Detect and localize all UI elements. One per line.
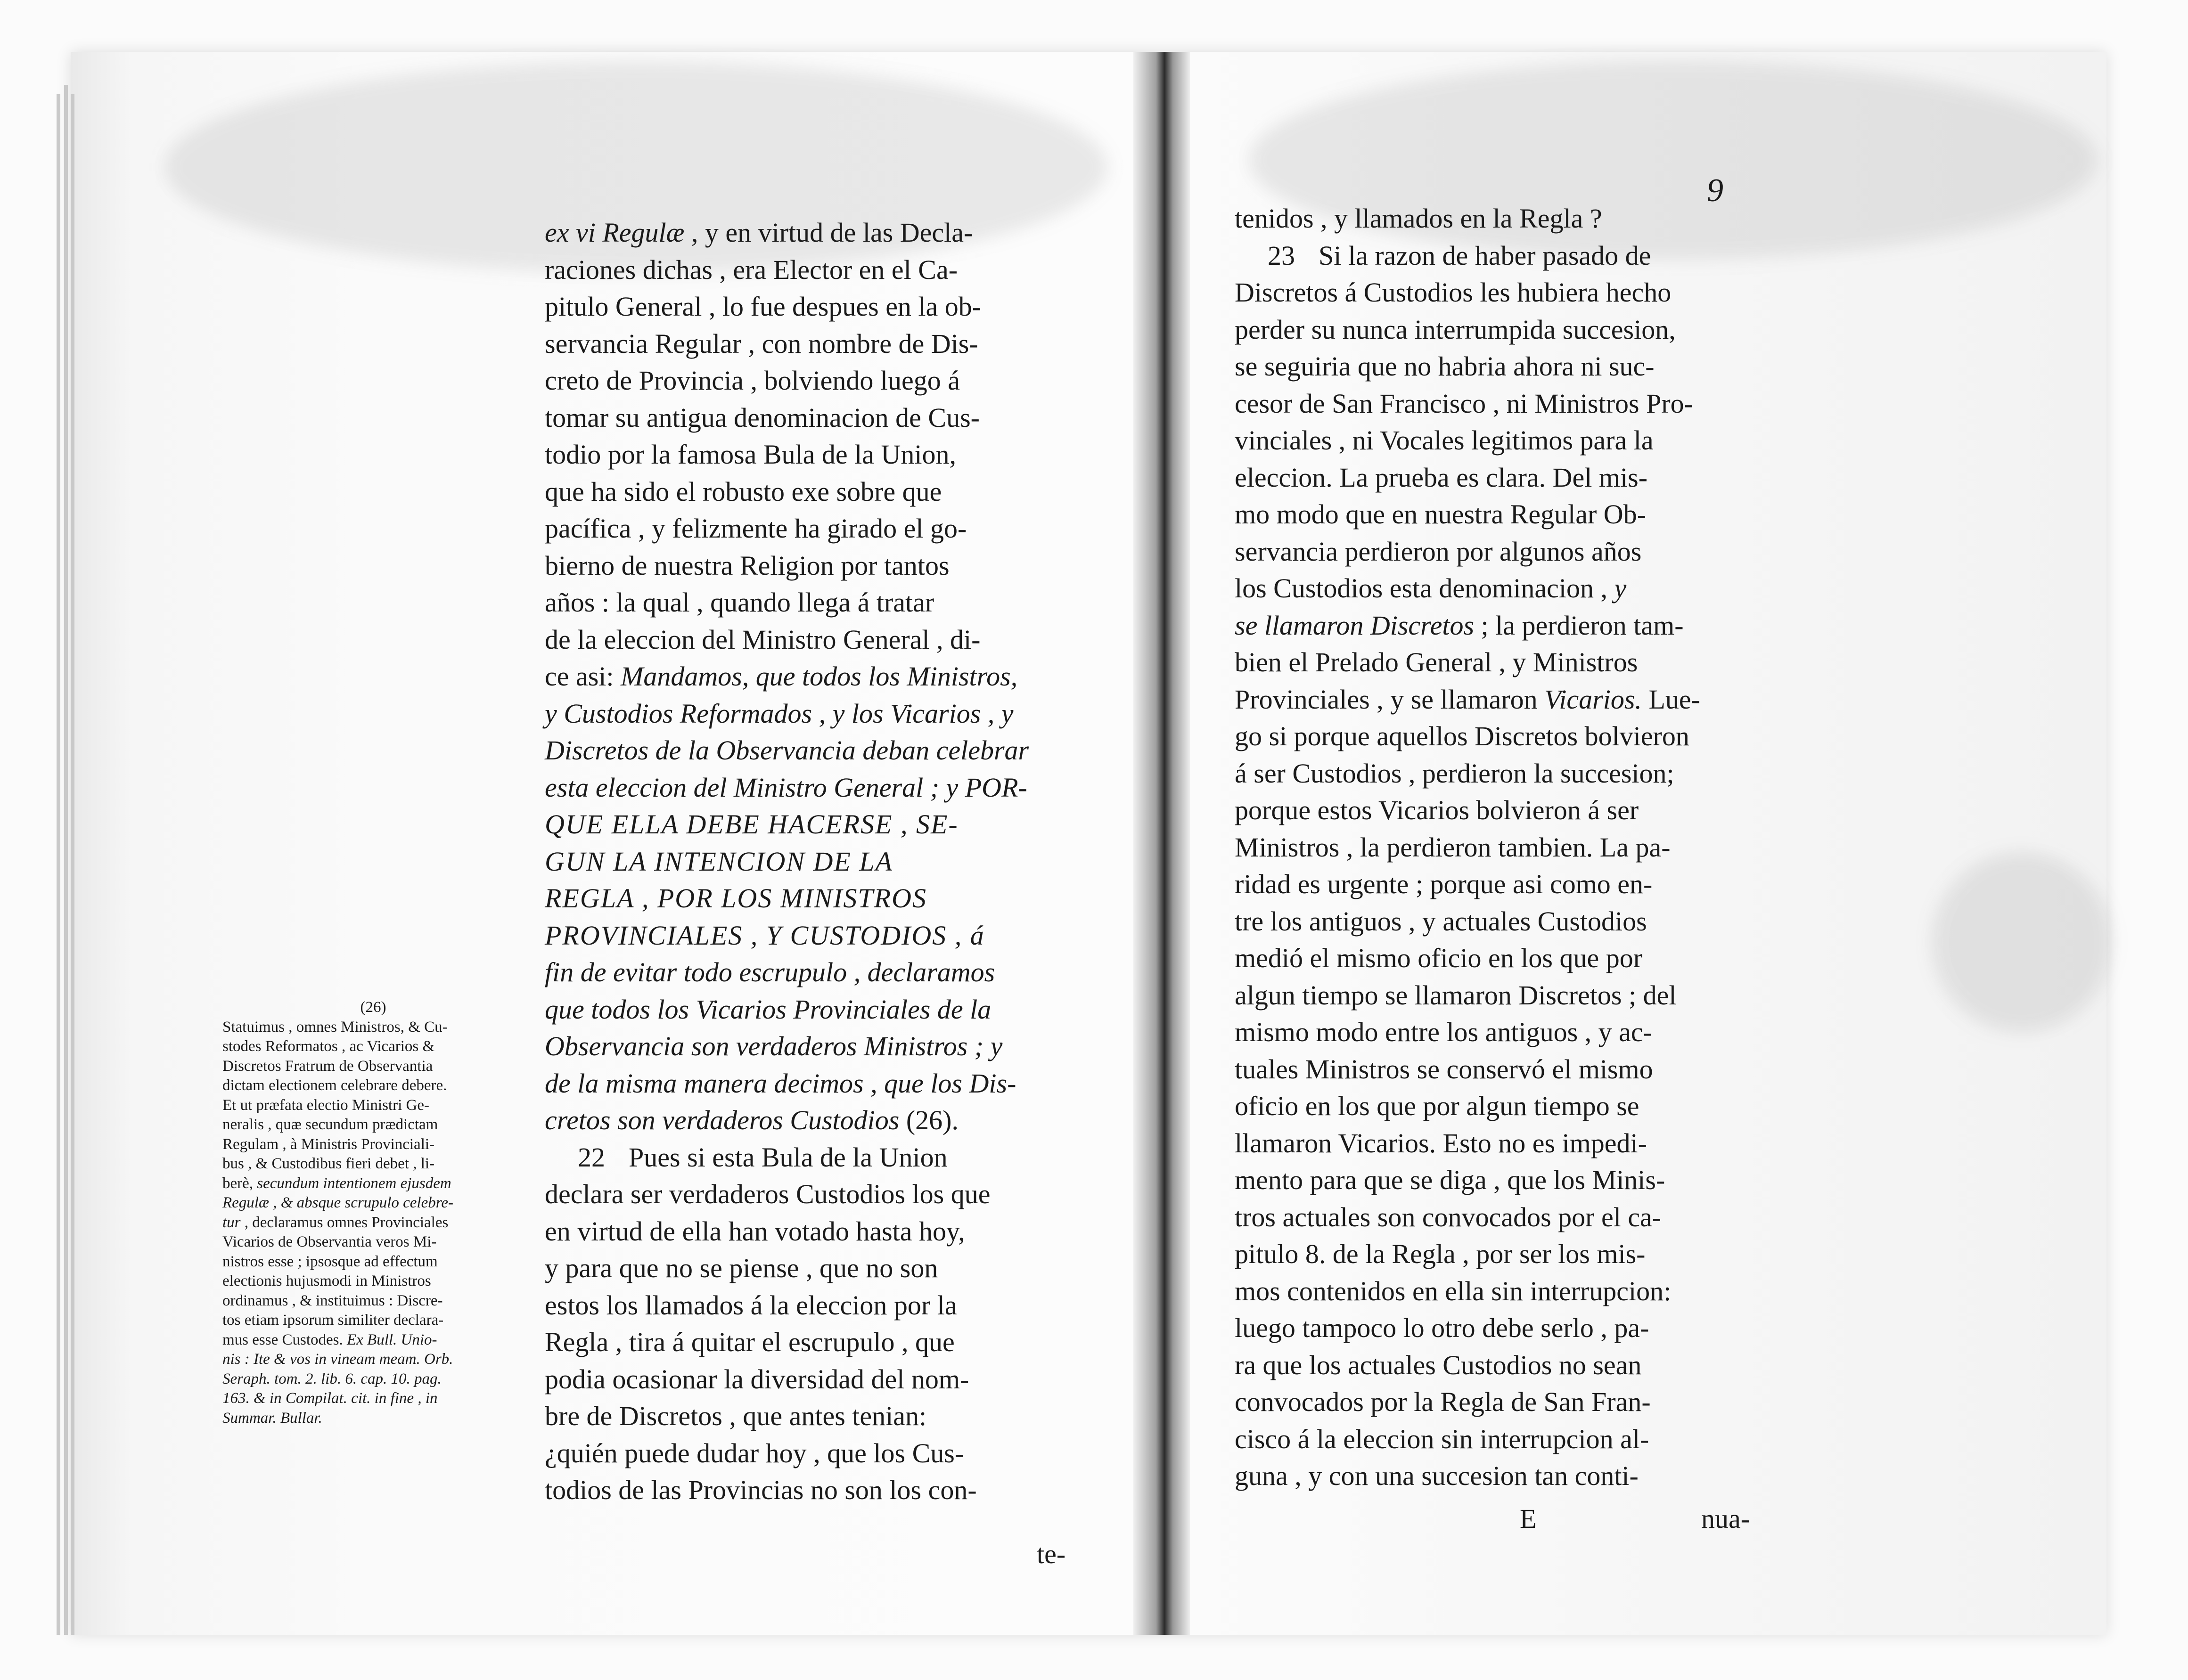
text-line <box>545 252 1065 289</box>
text-line <box>222 1154 524 1174</box>
roman-text: de la eleccion del Ministro General , di- <box>545 624 981 655</box>
text-line <box>222 1272 524 1291</box>
italic-text: nis : Ite & vos in vineam meam. Orb. <box>222 1351 453 1368</box>
text-line <box>545 1065 1065 1102</box>
text-line <box>1235 718 1762 755</box>
text-line <box>222 1291 524 1311</box>
left-catchword: te- <box>1037 1539 1066 1569</box>
text-line <box>1235 459 1762 497</box>
italic-text: Vicarios. <box>1544 684 1642 715</box>
footnote-text <box>222 1018 524 1428</box>
italic-text: Ex Bull. Unio- <box>347 1331 437 1348</box>
italic-text: de la misma manera decimos , que los Dis- <box>545 1068 1016 1099</box>
roman-text: tomar su antigua denominacion de Cus- <box>545 402 980 433</box>
roman-text: bien el Prelado General , y Ministros <box>1235 647 1638 677</box>
roman-text: eleccion. La prueba es clara. Del mis- <box>1235 462 1648 493</box>
roman-text: ce asi: <box>545 661 621 692</box>
text-line <box>222 1076 524 1096</box>
text-line <box>222 1174 524 1194</box>
text-line <box>545 1250 1065 1287</box>
roman-text: (26). <box>899 1105 959 1135</box>
text-line <box>1235 422 1762 459</box>
roman-text: Si la razon de haber pasado de <box>1319 240 1651 271</box>
text-line <box>545 584 1065 621</box>
text-line <box>545 843 1065 881</box>
roman-text: mento para que se diga , que los Minis- <box>1235 1165 1665 1195</box>
roman-text: años : la qual , quando llega á tratar <box>545 587 934 618</box>
roman-text: tre los antiguos , y actuales Custodios <box>1235 905 1647 937</box>
roman-text: y para que no se piense , que no son <box>545 1253 938 1283</box>
roman-text: vinciales , ni Vocales legitimos para la <box>1235 425 1654 456</box>
text-line <box>222 1018 524 1037</box>
text-line <box>1235 570 1762 607</box>
italic-text: cretos son verdaderos Custodios <box>545 1105 900 1135</box>
text-line <box>545 880 1065 917</box>
text-line <box>545 436 1065 473</box>
roman-text: neralis , quæ secundum prædictam <box>222 1116 438 1133</box>
caps-text: REGLA , POR LOS MINISTROS <box>545 883 927 913</box>
text-line <box>545 400 1065 437</box>
roman-text: guna , y con una succesion tan conti- <box>1235 1460 1639 1491</box>
roman-text: ordinamus , & instituimus : Discre- <box>222 1292 443 1309</box>
roman-text: mus esse Custodes. <box>222 1331 347 1348</box>
roman-text: bre de Discretos , que antes tenian: <box>545 1401 927 1431</box>
roman-text: Regla , tira á quitar el escrupulo , que <box>545 1327 955 1357</box>
roman-text: , y en virtud de las Decla- <box>684 217 973 248</box>
text-line <box>222 1370 524 1389</box>
text-line <box>222 1409 524 1428</box>
caps-text: PROVINCIALES , Y CUSTODIOS , <box>545 920 970 951</box>
italic-text: fin de evitar todo escrupulo , declaramos <box>545 957 995 987</box>
caps-text: QUE ELLA DEBE HACERSE , SE- <box>545 809 959 840</box>
text-line <box>222 1252 524 1272</box>
roman-text: oficio en los que por algun tiempo se <box>1235 1091 1639 1121</box>
paragraph-number: 22 <box>578 1142 605 1173</box>
text-line <box>545 806 1065 843</box>
roman-text: todios de las Provincias no son los con- <box>545 1475 977 1505</box>
page-number: 9 <box>1707 172 1723 209</box>
footnote-marker: (26) <box>360 999 386 1016</box>
text-line <box>1235 385 1762 423</box>
italic-text: Regulæ , & absque scrupulo celebre- <box>222 1194 454 1211</box>
text-line <box>545 1287 1065 1324</box>
italic-text: Summar. Bullar. <box>222 1409 322 1427</box>
roman-text: creto de Provincia , bolviendo luego á <box>545 365 960 396</box>
italic-text: Mandamos, que todos los Ministros, <box>621 661 1018 692</box>
italic-text: y Custodios Reformados , y los Vicarios , y <box>545 698 1014 729</box>
italic-text: Discretos de la Observancia deban celebrar <box>545 735 1029 766</box>
text-line <box>545 695 1065 733</box>
roman-text: , declaramus omnes Provinciales <box>240 1214 449 1231</box>
text-line <box>545 1213 1065 1250</box>
roman-text: Pues si esta Bula de la Union <box>629 1142 948 1173</box>
roman-text: los Custodios esta denominacion , <box>1235 573 1614 603</box>
text-line <box>1235 1273 1762 1310</box>
text-line <box>545 473 1065 511</box>
text-line <box>1235 644 1762 681</box>
text-line <box>222 1213 524 1233</box>
roman-text: pitulo General , lo fue despues en la ob- <box>545 291 982 322</box>
roman-text: berè, <box>222 1174 257 1192</box>
italic-text: y <box>1614 573 1627 603</box>
roman-text: Et ut præfata electio Ministri Ge- <box>222 1096 429 1114</box>
roman-text: pacífica , y felizmente ha girado el go- <box>545 513 967 544</box>
text-line <box>1235 1051 1762 1088</box>
text-line <box>1235 903 1762 940</box>
roman-text: estos los llamados á la eleccion por la <box>545 1289 957 1321</box>
roman-text: Ministros , la perdieron tambien. La pa- <box>1235 832 1671 863</box>
roman-text: en virtud de ella han votado hasta hoy, <box>545 1215 965 1247</box>
roman-text: tros actuales son convocados por el ca- <box>1235 1201 1662 1232</box>
text-line <box>1235 1125 1762 1162</box>
book-spine <box>1133 52 1190 1635</box>
italic-text: á <box>970 920 984 951</box>
roman-text: go si porque aquellos Discretos bolvieron <box>1235 721 1689 751</box>
text-line <box>545 658 1065 695</box>
roman-text: Discretos Fratrum de Observantia <box>222 1057 433 1075</box>
roman-text: tenidos , y llamados en la Regla ? <box>1235 203 1602 234</box>
roman-text: bierno de nuestra Religion por tantos <box>545 550 950 581</box>
text-line <box>545 1028 1065 1065</box>
text-line <box>545 732 1065 769</box>
text-line <box>1235 1088 1762 1125</box>
italic-text: tur <box>222 1214 241 1231</box>
roman-text: á ser Custodios , perdieron la succesion; <box>1235 758 1674 789</box>
text-line <box>545 326 1065 363</box>
right-catchword: nua- <box>1701 1503 1750 1534</box>
roman-text: ridad es urgente ; porque asi como en- <box>1235 869 1653 899</box>
roman-text: raciones dichas , era Elector en el Ca- <box>545 254 958 285</box>
text-line <box>1235 1458 1762 1495</box>
italic-text: 163. & in Compilat. cit. in fine , in <box>222 1390 438 1407</box>
text-line <box>1235 1347 1762 1384</box>
text-line <box>1235 311 1762 349</box>
text-line <box>545 1324 1065 1361</box>
italic-text: esta eleccion del Ministro General ; y POR- <box>545 772 1027 803</box>
text-line <box>545 288 1065 326</box>
text-line <box>545 214 1065 252</box>
paragraph-number: 23 <box>1268 240 1295 271</box>
text-line <box>1235 348 1762 385</box>
italic-text: se llamaron Discretos <box>1235 610 1475 641</box>
page-edge <box>71 94 74 1635</box>
text-line <box>222 1389 524 1409</box>
text-line <box>1235 237 1762 275</box>
roman-text: llamaron Vicarios. Esto no es impedi- <box>1235 1127 1647 1158</box>
page-edge <box>64 85 68 1635</box>
text-line <box>1235 829 1762 866</box>
caps-text: GUN LA INTENCION DE LA <box>545 846 893 877</box>
text-line <box>545 1435 1065 1472</box>
text-line <box>1235 496 1762 533</box>
text-line <box>1235 792 1762 829</box>
text-line <box>1235 977 1762 1014</box>
roman-text: Statuimus , omnes Ministros, & Cu- <box>222 1018 448 1036</box>
roman-text: nistros esse ; ipsosque ad effectum <box>222 1253 438 1270</box>
text-line <box>222 1330 524 1350</box>
text-line <box>545 1102 1065 1139</box>
italic-text: secundum intentionem ejusdem <box>257 1174 451 1192</box>
roman-text: tuales Ministros se conservó el mismo <box>1235 1053 1653 1085</box>
signature-mark: E <box>1520 1503 1537 1534</box>
text-line <box>1235 1310 1762 1347</box>
text-line <box>222 1037 524 1057</box>
roman-text: todio por la famosa Bula de la Union, <box>545 439 957 470</box>
roman-text: algun tiempo se llamaron Discretos ; del <box>1235 979 1677 1011</box>
roman-text: Vicarios de Observantia veros Mi- <box>222 1233 437 1250</box>
roman-text: que ha sido el robusto exe sobre que <box>545 476 942 507</box>
text-line <box>222 1115 524 1135</box>
text-line <box>545 510 1065 547</box>
text-line <box>1235 866 1762 903</box>
roman-text: ; la perdieron tam- <box>1474 610 1684 641</box>
text-line <box>545 547 1065 585</box>
text-line <box>1235 1236 1762 1273</box>
text-line <box>545 621 1065 659</box>
text-line <box>222 1135 524 1155</box>
text-line <box>1235 200 1762 237</box>
roman-text: porque estos Vicarios bolvieron á ser <box>1235 795 1639 825</box>
text-line <box>545 1361 1065 1398</box>
text-line <box>1235 755 1762 792</box>
roman-text: se seguiria que no habria ahora ni suc- <box>1235 351 1655 382</box>
text-line <box>1235 1384 1762 1421</box>
text-line <box>222 1096 524 1116</box>
roman-text: mo modo que en nuestra Regular Ob- <box>1235 499 1647 530</box>
roman-text: dictam electionem celebrare debere. <box>222 1077 447 1094</box>
roman-text: mos contenidos en ella sin interrupcion: <box>1235 1275 1672 1306</box>
roman-text: ¿quién puede dudar hoy , que los Cus- <box>545 1437 964 1468</box>
roman-text: tos etiam ipsorum similiter declara- <box>222 1312 444 1329</box>
roman-text: cesor de San Francisco , ni Ministros Pro- <box>1235 388 1693 419</box>
roman-text: servancia Regular , con nombre de Dis- <box>545 328 978 359</box>
text-line <box>545 362 1065 400</box>
roman-text: convocados por la Regla de San Fran- <box>1235 1386 1651 1417</box>
text-line <box>545 1139 1065 1176</box>
left-page-text <box>545 214 1065 1509</box>
roman-text: Regulam , à Ministris Provinciali- <box>222 1135 435 1153</box>
text-line <box>222 1350 524 1370</box>
right-page-text <box>1235 200 1762 1495</box>
roman-text: cisco á la eleccion sin interrupcion al- <box>1235 1423 1649 1454</box>
text-line <box>222 1232 524 1252</box>
italic-text: que todos los Vicarios Provinciales de la <box>545 994 992 1025</box>
italic-text: ex vi Regulæ <box>545 217 685 248</box>
roman-text: ra que los actuales Custodios no sean <box>1235 1349 1642 1380</box>
text-line <box>545 1398 1065 1435</box>
text-line <box>1235 533 1762 571</box>
text-line <box>222 1057 524 1077</box>
page-edge <box>57 94 60 1635</box>
text-line <box>1235 607 1762 644</box>
foxing-stain <box>1932 853 2111 1032</box>
text-line <box>1235 1199 1762 1236</box>
roman-text: bus , & Custodibus fieri debet , li- <box>222 1155 435 1172</box>
text-line <box>1235 1162 1762 1199</box>
italic-text: Observancia son verdaderos Ministros ; y <box>545 1031 1003 1061</box>
text-line <box>222 1311 524 1330</box>
italic-text: Seraph. tom. 2. lib. 6. cap. 10. pag. <box>222 1370 442 1387</box>
text-line <box>545 954 1065 991</box>
roman-text: Lue- <box>1641 684 1700 715</box>
text-line <box>545 991 1065 1028</box>
roman-text: stodes Reformatos , ac Vicarios & <box>222 1038 435 1055</box>
text-line <box>1235 1014 1762 1051</box>
roman-text: declara ser verdaderos Custodios los que <box>545 1179 991 1209</box>
text-line <box>1235 274 1762 311</box>
text-line <box>545 917 1065 954</box>
text-line <box>1235 940 1762 977</box>
text-line <box>1235 681 1762 718</box>
text-line <box>545 1176 1065 1213</box>
text-line <box>222 1193 524 1213</box>
roman-text: luego tampoco lo otro debe serlo , pa- <box>1235 1313 1649 1343</box>
roman-text: medió el mismo oficio en los que por <box>1235 943 1643 973</box>
roman-text: pitulo 8. de la Regla , por ser los mis- <box>1235 1239 1646 1269</box>
footnote-26 <box>222 998 524 1428</box>
roman-text: podia ocasionar la diversidad del nom- <box>545 1363 969 1395</box>
text-line <box>545 1472 1065 1509</box>
roman-text: mismo modo entre los antiguos , y ac- <box>1235 1017 1652 1047</box>
roman-text: Provinciales , y se llamaron <box>1235 684 1545 715</box>
roman-text: servancia perdieron por algunos años <box>1235 536 1642 567</box>
roman-text: Discretos á Custodios les hubiera hecho <box>1235 277 1672 308</box>
text-line <box>1235 1421 1762 1458</box>
roman-text: electionis hujusmodi in Ministros <box>222 1272 431 1289</box>
text-line <box>545 769 1065 807</box>
roman-text: perder su nunca interrumpida succesion, <box>1235 314 1676 345</box>
